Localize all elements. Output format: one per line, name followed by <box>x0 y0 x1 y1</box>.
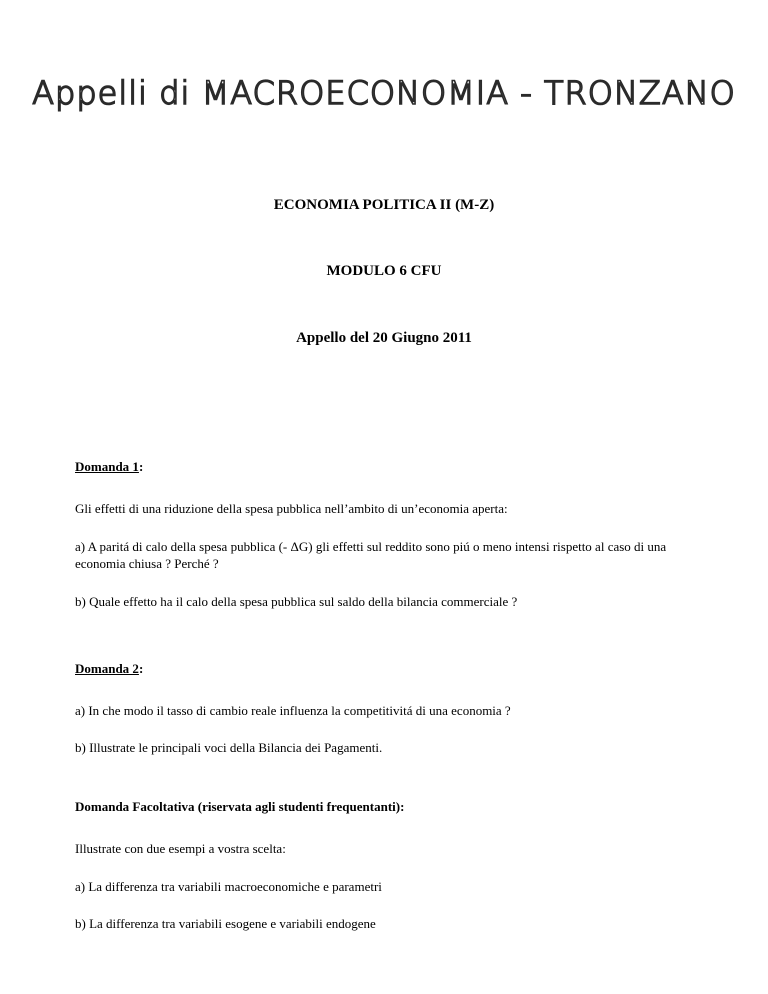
question-2-colon: : <box>138 661 144 676</box>
optional-question-heading: Domanda Facoltativa (riservata agli studenti frequentanti): <box>75 799 405 814</box>
question-1-part-a: a) A paritá di calo della spesa pubblica (- ΔG) gli effetti sul reddito sono piú o meno intensi rispetto al caso di una economia chiusa ? Perché ? <box>75 539 667 571</box>
question-2-title: Domanda 2 <box>75 661 139 676</box>
question-1-colon: : <box>138 459 144 474</box>
question-1-title: Domanda 1 <box>75 459 139 474</box>
optional-question-part-b: b) La differenza tra variabili esogene e variabili endogene <box>75 916 376 931</box>
course-title: ECONOMIA POLITICA II (M-Z) <box>273 197 495 213</box>
optional-question-part-a: a) La differenza tra variabili macroeconomiche e parametri <box>75 879 382 894</box>
question-2-part-b: b) Illustrate le principali voci della Bilancia dei Pagamenti. <box>75 740 383 755</box>
question-1-part-b: b) Quale effetto ha il calo della spesa pubblica sul saldo della bilancia commerciale ? <box>75 594 518 609</box>
question-1-heading <box>75 458 700 475</box>
module-title: MODULO 6 CFU <box>326 263 442 279</box>
optional-question-intro: Illustrate con due esempi a vostra scelta: <box>75 841 286 856</box>
exam-date: Appello del 20 Giugno 2011 <box>296 330 472 346</box>
page-banner: Appelli di MACROECONOMIA - TRONZANO <box>32 74 736 112</box>
question-2-part-a: a) In che modo il tasso di cambio reale influenza la competitivitá di una economia ? <box>75 703 511 718</box>
question-2-heading <box>75 660 700 677</box>
question-1-intro: Gli effetti di una riduzione della spesa pubblica nell’ambito di un’economia aperta: <box>75 501 508 516</box>
